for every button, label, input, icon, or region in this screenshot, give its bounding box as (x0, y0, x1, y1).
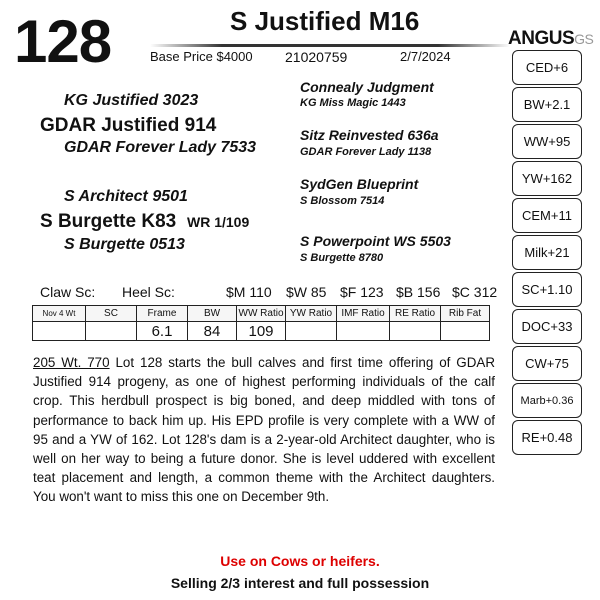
epd-ww: WW+95 (512, 124, 582, 159)
lot-number: 128 (14, 8, 112, 75)
dollar-f: $F 123 (340, 284, 384, 300)
registration-number: 21020759 (285, 49, 348, 65)
col-ww-ratio: WW Ratio (237, 306, 286, 322)
epd-cw: CW+75 (512, 346, 582, 381)
epd-yw: YW+162 (512, 161, 582, 196)
epd-marb: Marb+0.36 (512, 383, 582, 418)
ds-sire: SydGen Blueprint (300, 176, 419, 192)
epd-milk: Milk+21 (512, 235, 582, 270)
col-rib-fat: Rib Fat (441, 306, 490, 322)
val-nov-wt (33, 322, 86, 341)
val-ww-ratio: 109 (237, 322, 286, 341)
use-note: Use on Cows or heifers. (220, 553, 380, 569)
description-text: Lot 128 starts the bull calves and first time offering of GDAR Justified 914 progeny, as one of highest performing individuals of the calf crop. This herdbull prospect is big boned, and deep middled with tons of performance to back him up. His EPD profile is very complete with a WW of 95 and a YW of 162. Lot 128's dam is a 2-year-old Architect daughter, who is well on her way to being a future donor. She is level uddered with excellent teat placement and length, a common theme with the Architect daughters. You won't want to miss this one on December 9th. (33, 355, 495, 505)
epd-column (512, 50, 582, 445)
table-header-row (33, 306, 490, 322)
sire: GDAR Justified 914 (40, 115, 217, 136)
val-frame: 6.1 (137, 322, 188, 341)
dam-ratio: WR 1/109 (187, 214, 250, 230)
dam-sire: S Architect 9501 (64, 188, 188, 205)
birth-date: 2/7/2024 (400, 49, 451, 64)
dd-dam: S Burgette 8780 (300, 252, 384, 264)
lot-description (33, 353, 495, 507)
epd-bw: BW+2.1 (512, 87, 582, 122)
dollar-b: $B 156 (396, 284, 441, 300)
val-sc (86, 322, 137, 341)
dollar-c: $C 312 (452, 284, 498, 300)
epd-re: RE+0.48 (512, 420, 582, 455)
val-bw: 84 (188, 322, 237, 341)
ss-dam: KG Miss Magic 1443 (300, 97, 406, 109)
col-imf-ratio: IMF Ratio (337, 306, 390, 322)
epd-doc: DOC+33 (512, 309, 582, 344)
claw-score: Claw Sc: (40, 284, 96, 300)
epd-sc: SC+1.10 (512, 272, 582, 307)
epd-cem: CEM+11 (512, 198, 582, 233)
col-nov-wt: Nov 4 Wt (33, 306, 86, 322)
col-bw: BW (188, 306, 237, 322)
col-sc: SC (86, 306, 137, 322)
sire-dam: GDAR Forever Lady 7533 (64, 139, 257, 156)
dollar-m: $M 110 (226, 284, 272, 300)
performance-table (32, 305, 490, 341)
dam-dam: S Burgette 0513 (64, 236, 185, 253)
dollar-w: $W 85 (286, 284, 327, 300)
base-price: Base Price $4000 (150, 49, 253, 64)
sire-sire: KG Justified 3023 (64, 92, 199, 109)
sd-dam: GDAR Forever Lady 1138 (300, 146, 432, 158)
title-divider (150, 44, 510, 47)
heel-score: Heel Sc: (122, 284, 175, 300)
weight-lead: 205 Wt. 770 (33, 355, 110, 370)
dam: S Burgette K83 (40, 211, 177, 232)
sd-sire: Sitz Reinvested 636a (300, 127, 439, 143)
val-yw-ratio (286, 322, 337, 341)
col-yw-ratio: YW Ratio (286, 306, 337, 322)
col-frame: Frame (137, 306, 188, 322)
ss-sire: Connealy Judgment (300, 79, 434, 95)
animal-name: S Justified M16 (230, 6, 420, 36)
selling-note: Selling 2/3 interest and full possession (170, 575, 430, 591)
table-row (33, 322, 490, 341)
ds-dam: S Blossom 7514 (300, 195, 385, 207)
dd-sire: S Powerpoint WS 5503 (300, 233, 451, 249)
col-re-ratio: RE Ratio (390, 306, 441, 322)
angus-logo: ANGUSGS (508, 28, 594, 49)
val-imf-ratio (337, 322, 390, 341)
val-rib-fat (441, 322, 490, 341)
epd-ced: CED+6 (512, 50, 582, 85)
val-re-ratio (390, 322, 441, 341)
